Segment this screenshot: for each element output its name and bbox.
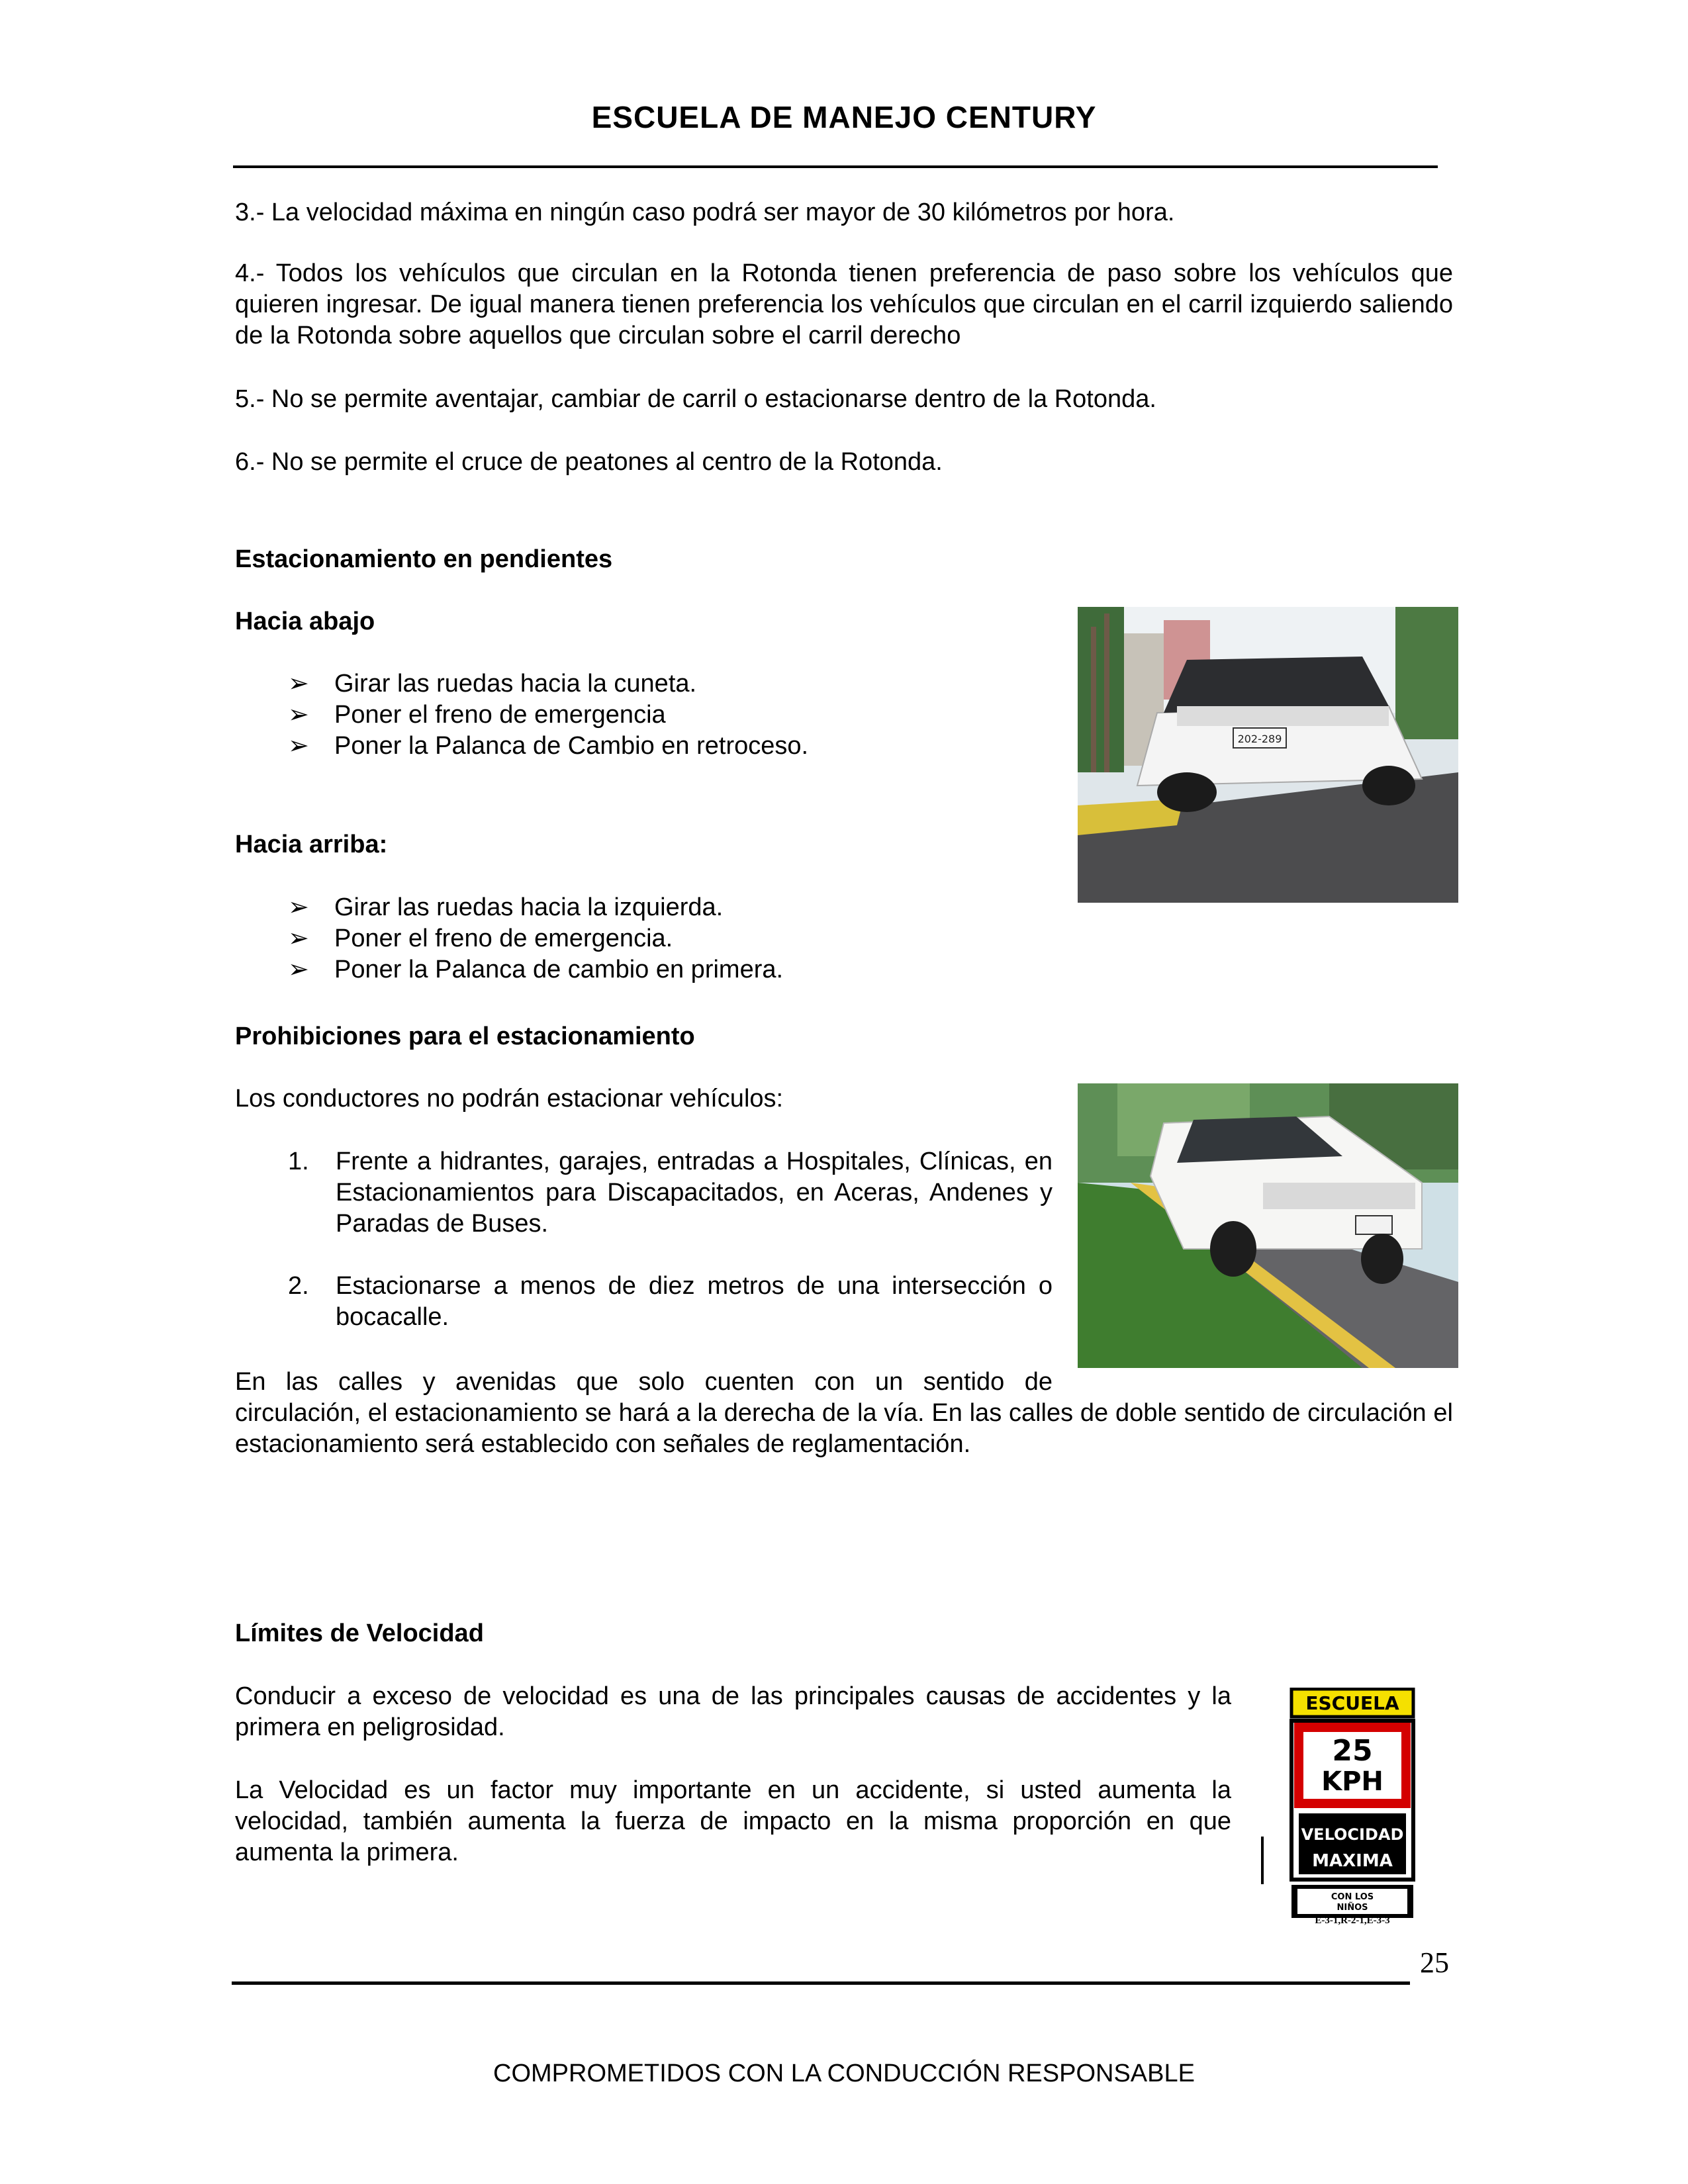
sign-line1: VELOCIDAD — [1301, 1825, 1404, 1844]
arrow-bullet-icon: ➢ — [288, 925, 309, 952]
list-item: ➢ Poner el freno de emergencia — [235, 700, 1029, 731]
uphill-list — [235, 892, 1029, 985]
list-item: ➢ Girar las ruedas hacia la cuneta. — [235, 668, 1029, 700]
downhill-list — [235, 668, 1029, 762]
sign-line2: MAXIMA — [1312, 1851, 1393, 1871]
sign-top-text: ESCUELA — [1305, 1692, 1399, 1714]
sign-speed-number: 25 — [1332, 1734, 1373, 1768]
subsection-uphill-title: Hacia arriba: — [235, 831, 388, 858]
footer-text: COMPROMETIDOS CON LA CONDUCCIÓN RESPONSABLE — [493, 2060, 1195, 2087]
speed-paragraph-1: Conducir a exceso de velocidad es una de las principales causas de accidentes y la primera en peligrosidad. — [235, 1682, 1231, 1741]
page-number: 25 — [1420, 1946, 1449, 1979]
rule-3: 3.- La velocidad máxima en ningún caso podrá ser mayor de 30 kilómetros por hora. — [235, 199, 1175, 226]
prohibitions-closing-line1: En las calles y avenidas que solo cuenten con un sentido de — [235, 1368, 1053, 1396]
rule-4: 4.- Todos los vehículos que circulan en la Rotonda tienen preferencia de paso sobre los vehículos que quieren ingresar. De igual manera tienen preferencia los vehículos que circulan en el carril izquierdo saliendo de la Rotonda sobre aquellos que circulan sobre el carril derecho — [235, 259, 1453, 349]
prohibitions-closing-rest: circulación, el estacionamiento se hará a la derecha de la vía. En las calles de doble sentido de circulación el estacionamiento será establecido con señales de reglamentación. — [235, 1399, 1453, 1458]
header-rule — [233, 165, 1438, 168]
list-item: 2. Estacionarse a menos de diez metros de una intersección o bocacalle. — [288, 1272, 1053, 1331]
license-plate-text: 202-289 — [1237, 733, 1282, 745]
photo-car-downhill — [1078, 607, 1458, 903]
footer-rule — [232, 1981, 1410, 1985]
photo-car-curb — [1078, 1083, 1458, 1368]
arrow-bullet-icon: ➢ — [288, 893, 309, 921]
arrow-bullet-icon: ➢ — [288, 956, 309, 983]
arrow-bullet-icon: ➢ — [288, 670, 309, 698]
list-item: ➢ Girar las ruedas hacia la izquierda. — [235, 892, 1029, 923]
margin-bar — [1261, 1837, 1264, 1884]
sign-speed-unit: KPH — [1321, 1766, 1383, 1797]
prohibitions-list — [235, 1146, 1053, 1333]
section-title-slopes: Estacionamiento en pendientes — [235, 545, 613, 573]
speed-paragraph-2: La Velocidad es un factor muy importante en un accidente, si usted aumenta la velocidad, también aumenta la fuerza de impacto en la misma proporción en que aumenta la primera. — [235, 1776, 1231, 1866]
sign-bottom-line2: NIÑOS — [1336, 1903, 1368, 1913]
list-item: ➢ Poner el freno de emergencia. — [235, 923, 1029, 954]
section-title-speed: Límites de Velocidad — [235, 1619, 484, 1647]
rule-6: 6.- No se permite el cruce de peatones al centro de la Rotonda. — [235, 448, 943, 476]
section-title-prohibitions: Prohibiciones para el estacionamiento — [235, 1023, 695, 1050]
list-item: ➢ Poner la Palanca de Cambio en retroceso. — [235, 731, 1029, 762]
arrow-bullet-icon: ➢ — [288, 701, 309, 729]
list-item: ➢ Poner la Palanca de cambio en primera. — [235, 954, 1029, 985]
arrow-bullet-icon: ➢ — [288, 732, 309, 760]
subsection-downhill-title: Hacia abajo — [235, 608, 375, 635]
speed-limit-sign — [1289, 1688, 1415, 1926]
sign-code: E-3-1,R-2-1,E-3-3 — [1315, 1915, 1390, 1926]
prohibitions-intro: Los conductores no podrán estacionar vehículos: — [235, 1085, 784, 1113]
page-header-title: ESCUELA DE MANEJO CENTURY — [591, 100, 1097, 134]
sign-bottom-line1: CON LOS — [1331, 1892, 1374, 1902]
list-item: 1. Frente a hidrantes, garajes, entradas a Hospitales, Clínicas, en Estacionamientos para Discapacitados, en Aceras, Andenes y Paradas de Buses. — [288, 1148, 1053, 1238]
rule-5: 5.- No se permite aventajar, cambiar de carril o estacionarse dentro de la Rotonda. — [235, 385, 1156, 413]
